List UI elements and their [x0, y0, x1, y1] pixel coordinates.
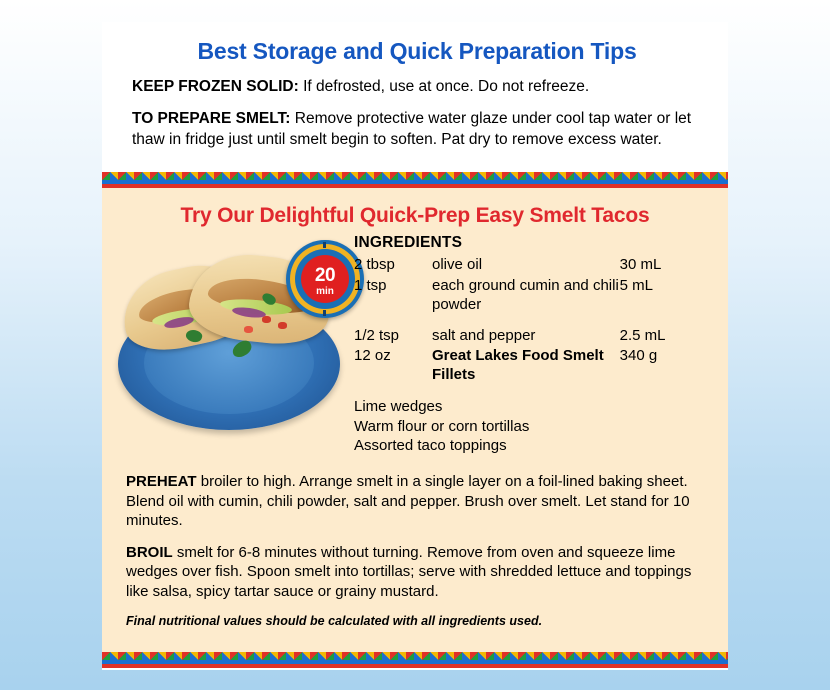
ingredients-table: [354, 256, 704, 387]
recipe-steps: [126, 472, 704, 629]
table-row: [354, 277, 704, 317]
tip-prepare-smelt-text: Remove protective water glaze under cool tap water or let thaw in fridge just until smelt begin to soften. Pat dry to remove excess water.: [132, 110, 692, 148]
step-preheat: [126, 472, 704, 531]
recipe-title: Try Our Delightful Quick-Prep Easy Smelt Tacos: [180, 204, 650, 228]
ingredients-heading: INGREDIENTS: [354, 234, 463, 252]
step-broil: [126, 543, 704, 602]
salsa-dice-3: [244, 326, 253, 333]
ingredient-item: olive oil: [432, 256, 483, 274]
ingredient-metric: 30 mL: [619, 256, 662, 274]
nutrition-footnote: Final nutritional values should be calculated with all ingredients used.: [126, 614, 543, 629]
storage-tips-title: Best Storage and Quick Preparation Tips: [197, 38, 637, 64]
spacer-cell: [354, 317, 432, 327]
tip-keep-frozen: [132, 77, 702, 97]
ingredient-amount: 2 tbsp: [354, 256, 395, 274]
ingredient-metric: 340 g: [619, 347, 658, 365]
step-preheat-label: PREHEAT: [126, 473, 197, 491]
extra-item: Warm flour or corn tortillas: [354, 417, 530, 435]
spacer-cell: [620, 317, 704, 327]
salsa-dice-2: [278, 322, 287, 329]
timer-tick-bottom: [323, 310, 326, 316]
ingredient-amount: 12 oz: [354, 347, 391, 365]
salsa-dice-1: [262, 316, 271, 323]
ingredient-item: Great Lakes Food Smelt Fillets: [432, 347, 604, 384]
step-broil-label: BROIL: [126, 543, 173, 561]
ingredients-block: [354, 234, 704, 456]
ingredient-item: salt and pepper: [432, 326, 536, 344]
ingredient-item: each ground cumin and chili powder: [432, 277, 619, 313]
table-row: [354, 347, 704, 387]
ingredient-metric: 2.5 mL: [619, 326, 666, 344]
serape-stripe-divider-bottom: [102, 652, 728, 668]
tip-keep-frozen-text: If defrosted, use at once. Do not refreeze.: [298, 78, 590, 95]
recipe-body: [126, 234, 704, 466]
ingredient-extras: [354, 397, 704, 456]
tip-keep-frozen-label: KEEP FROZEN SOLID:: [132, 78, 299, 95]
ingredient-amount: 1 tsp: [354, 277, 387, 295]
ingredient-metric: 5 mL: [619, 277, 653, 295]
tip-prepare-smelt: [132, 109, 702, 150]
timer-tick-top: [323, 242, 326, 248]
step-preheat-text: broiler to high. Arrange smelt in a single layer on a foil-lined baking sheet. Blend oil with cumin, chili powder, salt and pepper. Brush over smelt. Let stand for 10 minutes.: [126, 473, 690, 530]
label-card: [102, 22, 728, 670]
timer-value: 20: [314, 265, 336, 287]
table-row: [354, 256, 704, 277]
timer-unit: min: [316, 286, 334, 298]
step-broil-text: smelt for 6-8 minutes without turning. Remove from oven and squeeze lime wedges over fish. Spoon smelt into tortillas; serve with shredded lettuce and toppings like salsa, spicy tartar sauce or grainy mustard.: [126, 543, 692, 600]
stripe-zigzag-pattern: [102, 172, 728, 188]
extra-item: Assorted taco toppings: [354, 437, 507, 455]
tip-prepare-smelt-label: TO PREPARE SMELT:: [132, 110, 291, 128]
ingredient-amount: 1/2 tsp: [354, 326, 400, 344]
stripe-zigzag-pattern: [102, 652, 728, 668]
prep-time-timer-icon: [286, 240, 364, 318]
storage-tips-section: [102, 22, 728, 172]
extra-item: Lime wedges: [354, 397, 443, 415]
timer-face: [301, 255, 349, 303]
table-spacer-row: [354, 317, 704, 327]
spacer-cell: [432, 317, 620, 327]
table-row: [354, 327, 704, 348]
serape-stripe-divider-top: [102, 172, 728, 188]
recipe-section: [102, 188, 728, 651]
